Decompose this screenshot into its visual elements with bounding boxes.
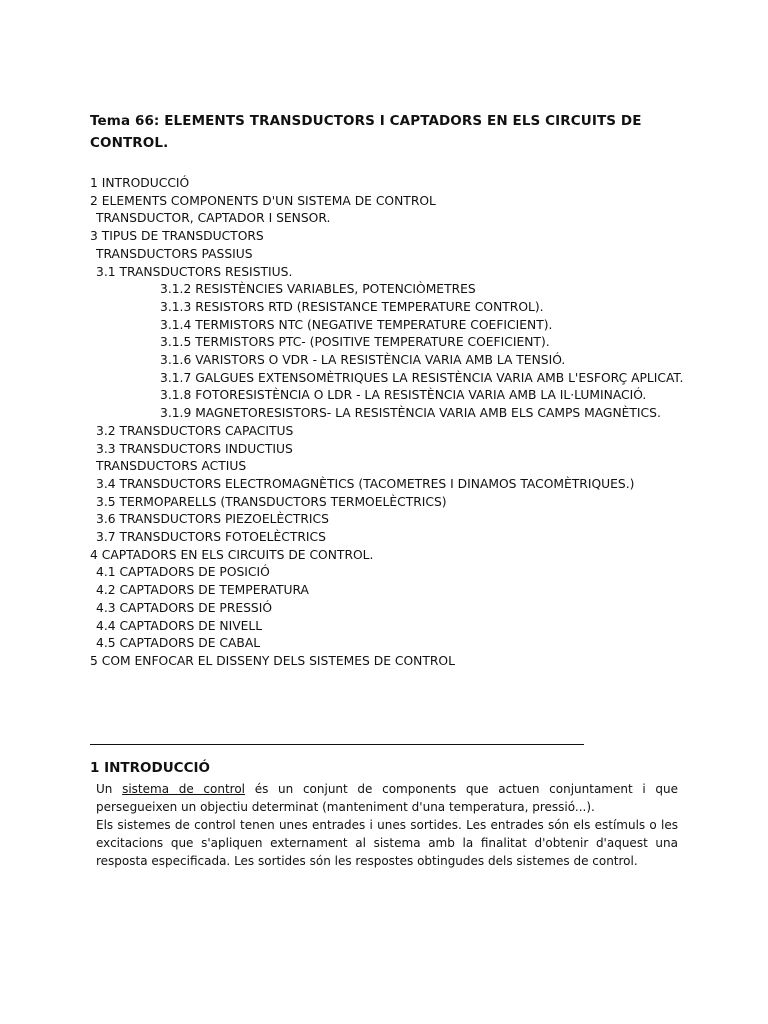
section-heading: 1 INTRODUCCIÓ xyxy=(90,760,210,776)
horizontal-rule xyxy=(90,744,584,745)
paragraph-prefix: Un xyxy=(96,782,123,796)
toc-item: 1 INTRODUCCIÓ xyxy=(90,176,190,190)
paragraph xyxy=(96,780,678,816)
toc-item: 3.1.9 MAGNETORESISTORS- LA RESISTÈNCIA VARIA AMB ELS CAMPS MAGNÈTICS. xyxy=(160,406,661,421)
toc-item: 3.1.7 GALGUES EXTENSOMÈTRIQUES LA RESISTÈNCIA VARIA AMB L'ESFORÇ APLICAT. xyxy=(160,370,684,385)
toc-item: 4.3 CAPTADORS DE PRESSIÓ xyxy=(96,600,273,615)
toc-item: 3.6 TRANSDUCTORS PIEZOELÈCTRICS xyxy=(96,512,329,527)
toc-item: 3.5 TERMOPARELLS (TRANSDUCTORS TERMOELÈCTRICS) xyxy=(96,494,447,509)
table-of-contents xyxy=(90,175,690,671)
paragraph: Els sistemes de control tenen unes entrades i unes sortides. Les entrades són els estímuls o les excitacions que s'apliquen externament al sistema amb la finalitat d'obtenir d'aquest una resposta especificada. Les sortides són les respostes obtingudes dels sistemes de control. xyxy=(96,818,678,868)
toc-item: 3.1.8 FOTORESISTÈNCIA O LDR - LA RESISTÈNCIA VARIA AMB LA IL·LUMINACIÓ. xyxy=(160,388,647,403)
toc-item: 4.1 CAPTADORS DE POSICIÓ xyxy=(96,565,270,580)
toc-item: 3.7 TRANSDUCTORS FOTOELÈCTRICS xyxy=(96,530,326,545)
underlined-term: sistema de control xyxy=(122,782,246,796)
toc-item: 4.2 CAPTADORS DE TEMPERATURA xyxy=(96,583,309,598)
toc-item: TRANSDUCTORS PASSIUS xyxy=(96,246,253,261)
toc-item: 3.3 TRANSDUCTORS INDUCTIUS xyxy=(96,441,293,456)
toc-item: 3.4 TRANSDUCTORS ELECTROMAGNÈTICS (TACOMETRES I DINAMOS TACOMÈTRIQUES.) xyxy=(96,476,635,491)
toc-item: 3 TIPUS DE TRANSDUCTORS xyxy=(90,229,264,244)
toc-item: 5 COM ENFOCAR EL DISSENY DELS SISTEMES DE CONTROL xyxy=(90,653,455,668)
toc-item: 3.1.6 VARISTORS O VDR - LA RESISTÈNCIA VARIA AMB LA TENSIÓ. xyxy=(160,353,566,368)
toc-item: 3.1.5 TERMISTORS PTC- (POSITIVE TEMPERATURE COEFICIENT). xyxy=(160,335,550,350)
paragraph-text: és un conjunt de components que actuen conjuntament i que persegueixen un objectiu determinat (manteniment d'una temperatura, pressió...). xyxy=(96,782,679,814)
toc-item: TRANSDUCTORS ACTIUS xyxy=(96,459,247,474)
toc-item: 3.1.3 RESISTORS RTD (RESISTANCE TEMPERATURE CONTROL). xyxy=(160,299,544,314)
toc-item: 2 ELEMENTS COMPONENTS D'UN SISTEMA DE CONTROL xyxy=(90,193,436,208)
document-title: Tema 66: ELEMENTS TRANSDUCTORS I CAPTADORS EN ELS CIRCUITS DE CONTROL. xyxy=(90,113,642,151)
toc-item: 3.2 TRANSDUCTORS CAPACITUS xyxy=(96,423,294,438)
toc-item: 3.1.2 RESISTÈNCIES VARIABLES, POTENCIÒMETRES xyxy=(160,282,476,297)
toc-item: 4.5 CAPTADORS DE CABAL xyxy=(96,636,261,651)
toc-item: TRANSDUCTOR, CAPTADOR I SENSOR. xyxy=(96,211,331,226)
toc-item: 4.4 CAPTADORS DE NIVELL xyxy=(96,618,263,633)
section-body xyxy=(96,780,678,870)
toc-item: 3.1.4 TERMISTORS NTC (NEGATIVE TEMPERATURE COEFICIENT). xyxy=(160,317,553,332)
toc-item: 4 CAPTADORS EN ELS CIRCUITS DE CONTROL. xyxy=(90,547,374,562)
toc-item: 3.1 TRANSDUCTORS RESISTIUS. xyxy=(96,264,293,279)
